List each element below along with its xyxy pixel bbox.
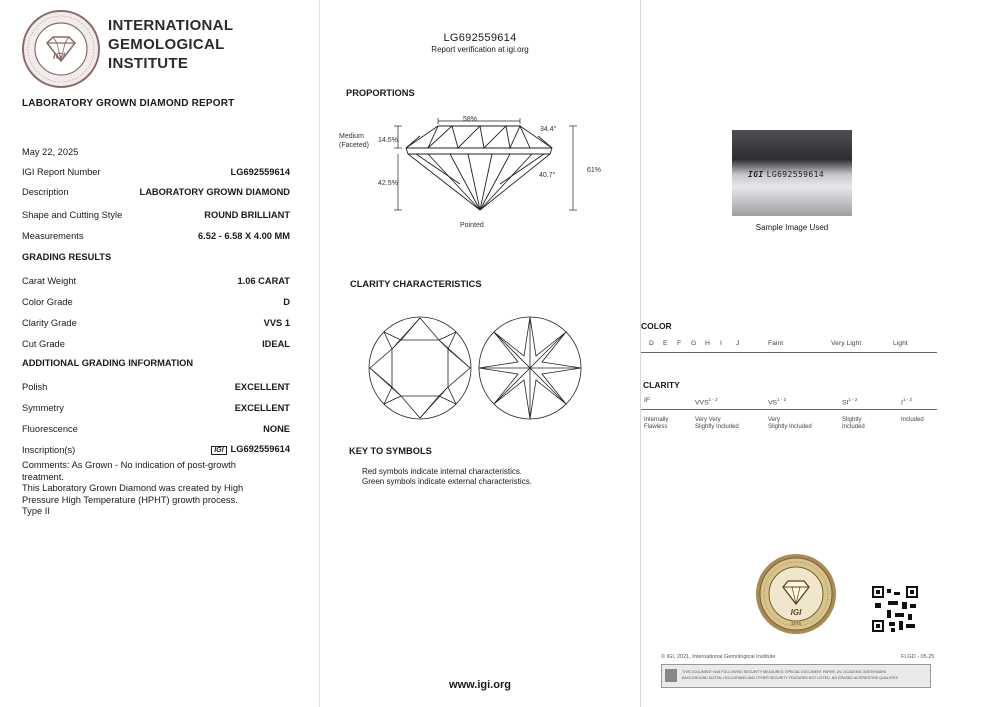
field-cut <box>22 339 290 349</box>
report-panel <box>0 0 318 707</box>
color-term: Very Light <box>831 340 862 347</box>
field-fluorescence <box>22 424 290 434</box>
qr-code-icon[interactable] <box>872 586 918 632</box>
field-value: NONE <box>263 424 290 434</box>
color-letter: H <box>705 340 710 347</box>
comment-line: This Laboratory Grown Diamond was created by High <box>22 483 244 494</box>
field-label: IGI Report Number <box>22 167 101 177</box>
desc-line: Flawless <box>644 424 668 431</box>
verification-number: LG692559614 <box>443 32 517 44</box>
color-letter: G <box>691 340 697 347</box>
diagram-panel <box>319 0 640 707</box>
clarity-grade-sup: 1 - 2 <box>848 397 858 402</box>
comment-line: Type II <box>22 506 50 517</box>
girdle-line: Medium <box>339 133 364 140</box>
lock-icon <box>665 669 677 682</box>
field-label: Inscription(s) <box>22 444 76 455</box>
desc-line: Slightly Included <box>695 424 739 431</box>
seal-year: 1975 <box>790 621 801 626</box>
key-to-symbols-text <box>362 467 532 487</box>
security-text <box>682 669 898 681</box>
org-name <box>108 16 233 73</box>
desc-line: Very <box>768 417 781 423</box>
field-value: LG692559614 <box>230 444 290 454</box>
desc-line: Included <box>901 417 924 423</box>
key-line: Green symbols indicate external characteristics. <box>362 477 532 486</box>
color-letter: F <box>677 340 682 347</box>
field-value: LG692559614 <box>230 167 290 177</box>
field-polish <box>22 382 290 392</box>
clarity-scale-line <box>641 409 937 410</box>
key-line: Red symbols indicate internal characteristics. <box>362 467 523 476</box>
copyright: © IGI, 2021, International Gemological Institute <box>661 654 776 660</box>
clarity-grade-label: I <box>901 399 903 407</box>
pavilion-angle: 40.7° <box>539 172 556 179</box>
girdle-line: (Faceted) <box>339 142 369 149</box>
clarity-grade <box>901 397 912 406</box>
field-value: IDEAL <box>262 339 290 349</box>
crown-plot-diagram <box>368 316 472 420</box>
security-notice <box>661 664 931 688</box>
color-letter: J <box>736 340 740 347</box>
comments <box>22 460 292 518</box>
field-inscription <box>22 444 290 455</box>
clarity-grade-sup: 1 - 2 <box>708 397 718 402</box>
inscription-value-wrap <box>211 444 290 455</box>
field-clarity <box>22 318 290 328</box>
clarity-grade-label: SI <box>842 399 849 407</box>
clarity-grade-sup: 1 - 3 <box>902 397 912 402</box>
field-measurements <box>22 231 290 241</box>
field-label: Clarity Grade <box>22 318 77 328</box>
total-depth: 61% <box>587 167 602 174</box>
field-label: Carat Weight <box>22 276 77 286</box>
field-label: Polish <box>22 382 48 392</box>
verification-subtitle: Report verification at igi.org <box>431 45 529 54</box>
desc-line: Very Very <box>695 417 721 423</box>
logo-monogram: IGI <box>52 51 65 61</box>
comment-line: Comments: As Grown - No indication of post-growth <box>22 460 236 470</box>
comment-line: treatment. <box>22 471 64 482</box>
clarity-grade <box>768 397 786 406</box>
clarity-description <box>644 417 668 431</box>
field-label: Description <box>22 187 69 197</box>
field-value: EXCELLENT <box>234 382 290 392</box>
report-date: May 22, 2025 <box>22 147 79 157</box>
security-line: BACKGROUND DIGITAL HOLOGRAMS AND OTHER SECURITY FEATURES NOT LISTED. NO ERASED ALTERATIONS QUALIFIES <box>682 676 898 680</box>
field-label: Fluorescence <box>22 424 78 434</box>
crown-angle: 34.4° <box>540 126 557 133</box>
clarity-grade <box>842 397 857 406</box>
desc-line: Included <box>842 424 865 431</box>
sample-inscription-image <box>732 130 852 216</box>
igi-inscription-icon: IGI <box>211 446 226 455</box>
org-line: INTERNATIONAL <box>108 17 234 34</box>
field-shape <box>22 210 290 220</box>
sample-image-logo: IGI <box>748 170 764 179</box>
clarity-description <box>695 417 739 431</box>
clarity-description <box>768 417 812 431</box>
field-color <box>22 297 290 307</box>
desc-line: Slightly Included <box>768 424 812 431</box>
field-value: VVS 1 <box>263 318 290 328</box>
field-value: ROUND BRILLIANT <box>204 210 290 220</box>
seal-logo-text: IGI <box>790 608 802 617</box>
clarity-characteristics-heading: CLARITY CHARACTERISTICS <box>350 279 482 289</box>
org-line: GEMOLOGICAL <box>108 36 225 53</box>
color-letter: E <box>663 340 668 347</box>
igi-logo-icon <box>20 8 102 90</box>
org-line: INSTITUTE <box>108 55 189 72</box>
pavilion-depth: 42.5% <box>378 180 398 187</box>
field-label: Color Grade <box>22 297 73 307</box>
field-label: Shape and Cutting Style <box>22 210 123 220</box>
color-letter: D <box>649 340 654 347</box>
field-label: Cut Grade <box>22 339 65 349</box>
field-value: LABORATORY GROWN DIAMOND <box>139 187 290 197</box>
key-to-symbols-heading: KEY TO SYMBOLS <box>349 446 432 456</box>
desc-line: Internally <box>644 417 669 423</box>
color-term: Light <box>893 340 908 347</box>
color-scale-line <box>641 352 937 353</box>
color-letter: I <box>720 340 722 347</box>
desc-line: Slightly <box>842 417 862 423</box>
girdle-label <box>339 132 369 150</box>
field-symmetry <box>22 403 290 413</box>
sample-image-inscription <box>748 170 824 179</box>
field-value: 1.06 CARAT <box>237 276 290 286</box>
website-link[interactable]: www.igi.org <box>449 679 511 691</box>
field-label: Symmetry <box>22 403 64 413</box>
field-value: 6.52 - 6.58 X 4.00 MM <box>198 231 290 241</box>
field-description <box>22 187 290 197</box>
color-scale-heading: COLOR <box>641 321 672 331</box>
color-term: Faint <box>768 340 784 347</box>
form-code: FLGD - 05.25 <box>901 654 935 660</box>
proportions-heading: PROPORTIONS <box>346 88 415 98</box>
security-line: THIS DOCUMENT HAS FOLLOWING SECURITY MEASURES: SPECIAL DOCUMENT PAPER, UV, ACADEMIC WATERMARK <box>682 670 887 674</box>
clarity-grade-label: IF <box>644 397 651 404</box>
culet-label: Pointed <box>460 222 484 229</box>
clarity-grade <box>644 397 650 404</box>
clarity-grade-label: VS <box>768 399 778 407</box>
clarity-grade-label: VVS <box>695 399 709 407</box>
comment-line: Pressure High Temperature (HPHT) growth process. <box>22 494 238 505</box>
table-percentage: 58% <box>463 116 478 123</box>
field-value: EXCELLENT <box>234 403 290 413</box>
sample-image-number: LG692559614 <box>766 170 825 179</box>
field-report-number <box>22 167 290 177</box>
field-value: D <box>283 297 290 307</box>
sample-image-caption: Sample Image Used <box>755 223 829 232</box>
clarity-grade-sup: 1 - 2 <box>777 397 787 402</box>
pavilion-plot-diagram <box>478 316 582 420</box>
field-carat <box>22 276 290 286</box>
clarity-description <box>901 417 924 424</box>
clarity-description <box>842 417 865 431</box>
additional-info-heading: ADDITIONAL GRADING INFORMATION <box>22 358 194 368</box>
clarity-scale-heading: CLARITY <box>643 380 680 390</box>
crown-height: 14.5% <box>378 137 398 144</box>
scales-panel <box>640 0 1000 707</box>
field-label: Measurements <box>22 231 84 241</box>
clarity-grade <box>695 397 718 406</box>
grading-results-heading: GRADING RESULTS <box>22 252 112 262</box>
report-type: LABORATORY GROWN DIAMOND REPORT <box>22 98 235 109</box>
